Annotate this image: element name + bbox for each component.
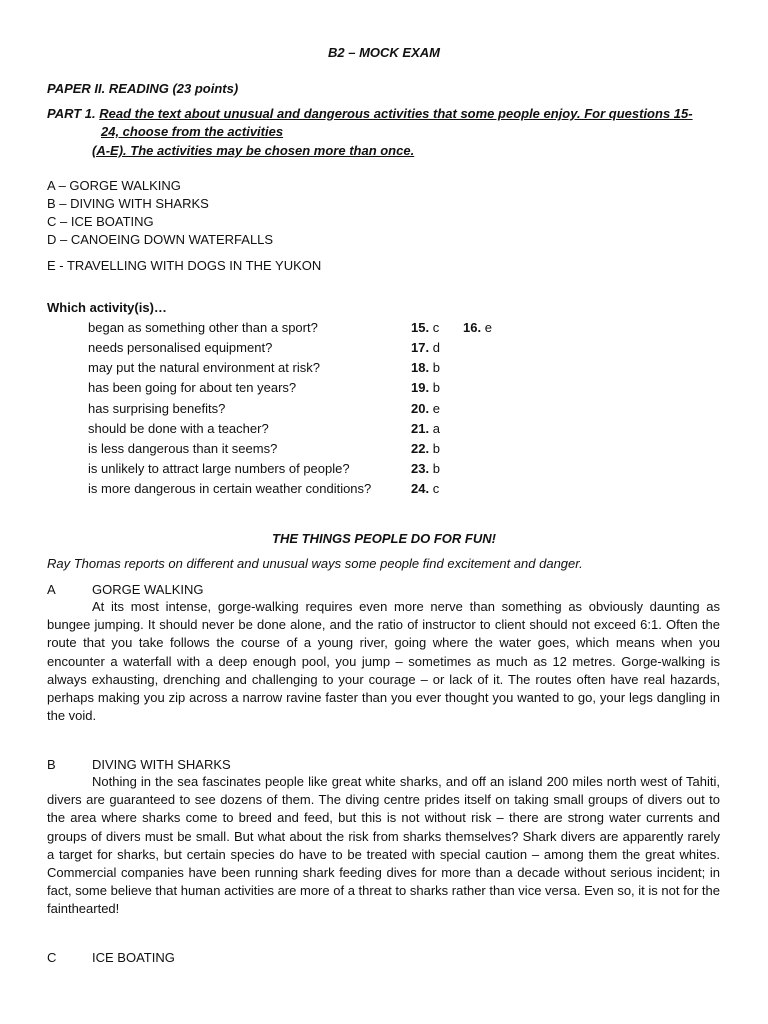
question-answer: 18. b xyxy=(411,360,440,375)
question-text: began as something other than a sport? xyxy=(88,320,318,335)
question-answer-second: 16. e xyxy=(463,320,492,335)
article-subtitle: Ray Thomas reports on different and unusual ways some people find excitement and danger. xyxy=(47,556,583,571)
question-answer: 20. e xyxy=(411,401,440,416)
question-row xyxy=(0,380,768,400)
question-text: is less dangerous than it seems? xyxy=(88,441,278,456)
question-row xyxy=(0,360,768,380)
activity-a: A – GORGE WALKING xyxy=(47,178,181,193)
activity-c: C – ICE BOATING xyxy=(47,214,154,229)
section-c-heading: ICE BOATING xyxy=(92,950,175,965)
question-text: is more dangerous in certain weather conditions? xyxy=(88,481,372,496)
question-answer: 21. a xyxy=(411,421,440,436)
activity-d: D – CANOEING DOWN WATERFALLS xyxy=(47,232,274,247)
activity-e: E - TRAVELLING WITH DOGS IN THE YUKON xyxy=(47,258,322,273)
question-answer: 24. c xyxy=(411,481,440,496)
part1-line1: Read the text about unusual and dangerous activities that some people enjoy. For questions 15- xyxy=(99,106,693,121)
question-answer: 15. c xyxy=(411,320,440,335)
section-a-letter: A xyxy=(47,582,56,597)
part1-line3: (A-E). The activities may be chosen more than once. xyxy=(92,143,415,158)
question-row xyxy=(0,481,768,501)
paper-title: PAPER II. READING (23 points) xyxy=(47,81,239,96)
activity-b: B – DIVING WITH SHARKS xyxy=(47,196,209,211)
part1-line2: 24, choose from the activities xyxy=(101,124,284,139)
question-text: is unlikely to attract large numbers of people? xyxy=(88,461,350,476)
article-title: THE THINGS PEOPLE DO FOR FUN! xyxy=(272,531,496,546)
question-row xyxy=(0,320,768,340)
question-text: has surprising benefits? xyxy=(88,401,226,416)
question-text: should be done with a teacher? xyxy=(88,421,269,436)
questions-heading: Which activity(is)… xyxy=(47,300,167,315)
section-b-heading: DIVING WITH SHARKS xyxy=(92,757,231,772)
question-row xyxy=(0,461,768,481)
question-text: needs personalised equipment? xyxy=(88,340,273,355)
question-text: has been going for about ten years? xyxy=(88,380,297,395)
section-b-body: Nothing in the sea fascinates people like great white sharks, and off an island 200 miles north west of Tahiti, divers are guaranteed to see dozens of them. The diving centre prides itself on taking small groups of divers out to the area where sharks come to breed and feed, but this is not without risk – there are strong water currents and groups of divers must be small. But what about the risk from sharks themselves? Shark divers are apparently rarely a target for sharks, but certain species do have to be treated with special caution – among them the great whites. Commercial companies have been running shark feeding dives for more than a decade without serious incident; in fact, some believe that human activities are more of a threat to sharks rather than vice versa. Even so, it is not for the fainthearted! xyxy=(47,774,720,917)
section-c-letter: C xyxy=(47,950,57,965)
question-row xyxy=(0,441,768,461)
section-a-body: At its most intense, gorge-walking requires even more nerve than something as obviously daunting as bungee jumping. It should never be done alone, and the ratio of instructor to client should not exceed 6:1. Often the route that you take follows the course of a young river, going where the water goes, which means when you encounter a waterfall with a deep enough pool, you jump – sometimes as much as 12 metres. Gorge-walking is always exhausting, drenching and challenging to your courage – or lack of it. The routes often have real hazards, perhaps making you zip across a narrow ravine faster than you ever thought you wanted to go, your legs dangling in the void. xyxy=(47,599,720,724)
question-text: may put the natural environment at risk? xyxy=(88,360,320,375)
part1-instructions xyxy=(47,106,693,121)
question-row xyxy=(0,340,768,360)
question-row xyxy=(0,401,768,421)
exam-title: B2 – MOCK EXAM xyxy=(328,45,440,60)
part1-label: PART 1. xyxy=(47,106,96,121)
question-answer: 22. b xyxy=(411,441,440,456)
question-row xyxy=(0,421,768,441)
question-answer: 17. d xyxy=(411,340,440,355)
question-answer: 19. b xyxy=(411,380,440,395)
section-b-letter: B xyxy=(47,757,56,772)
section-a-heading: GORGE WALKING xyxy=(92,582,204,597)
question-answer: 23. b xyxy=(411,461,440,476)
